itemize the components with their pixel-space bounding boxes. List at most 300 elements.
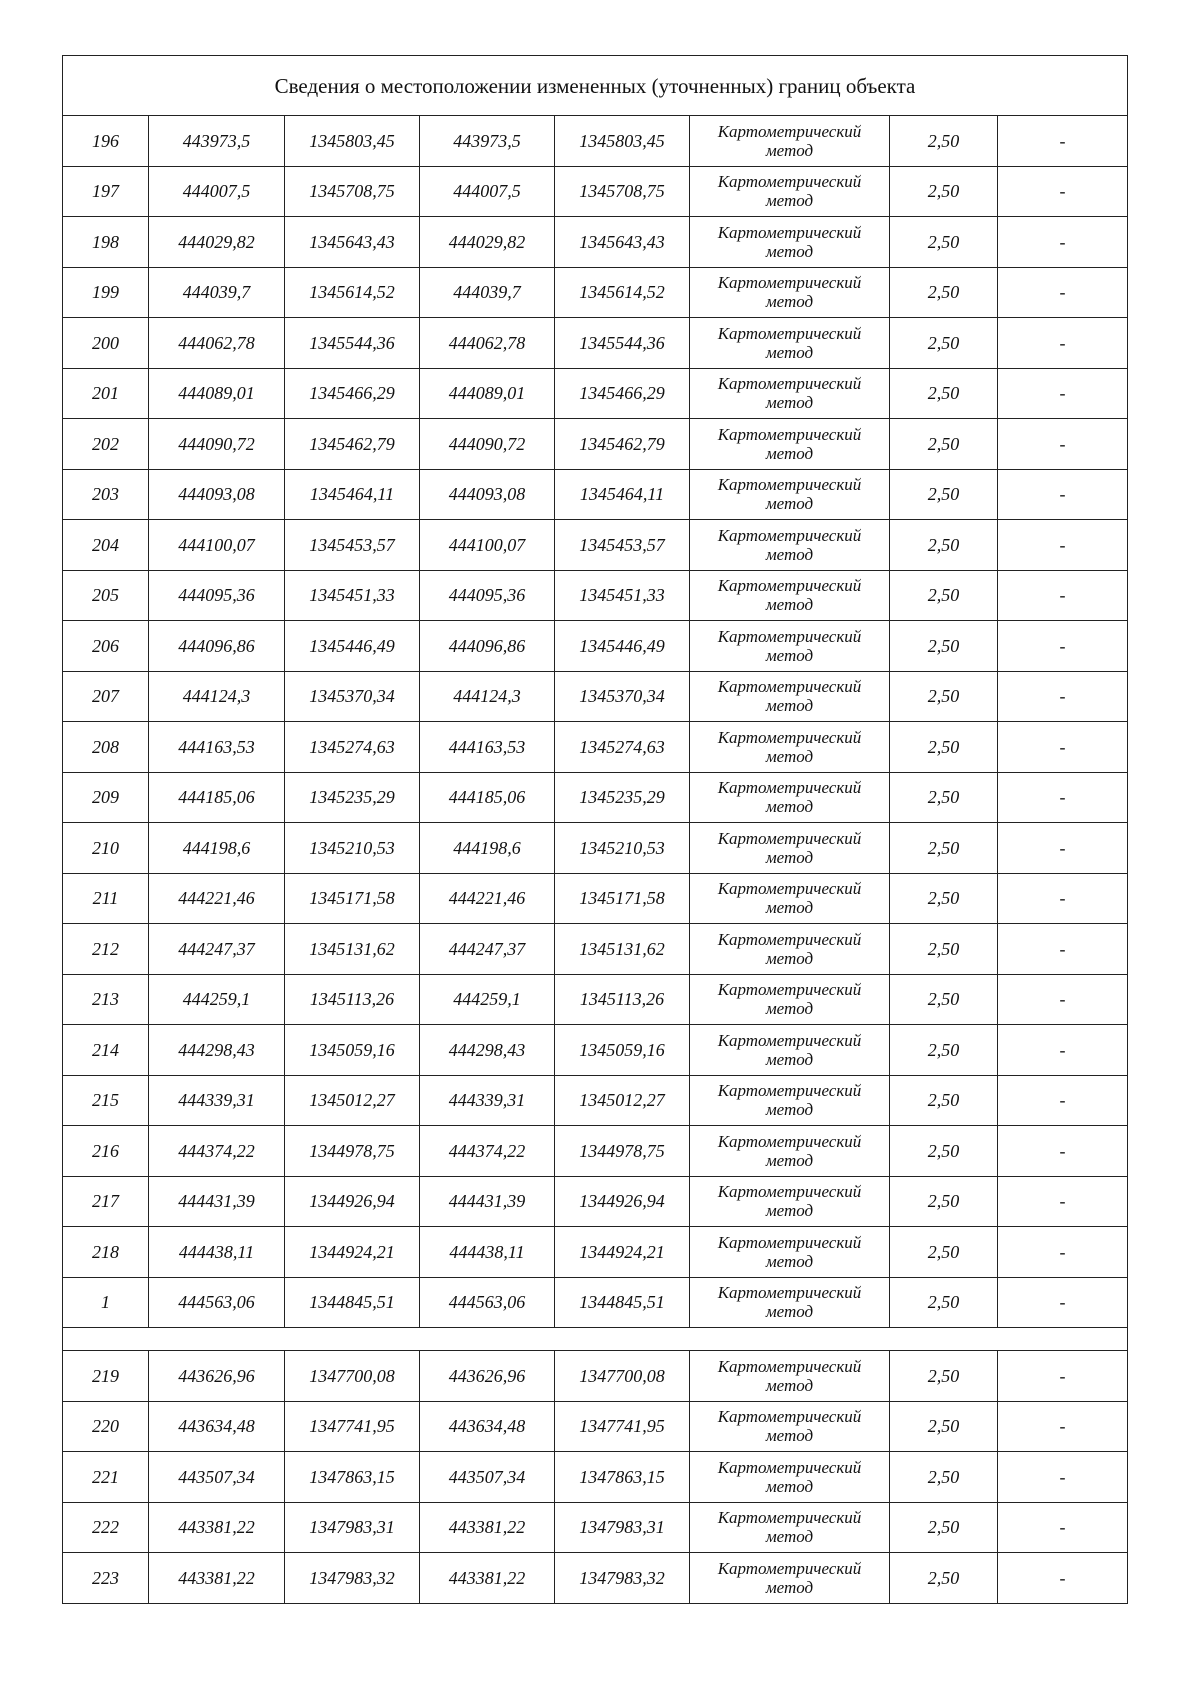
note-cell: - [998,1075,1128,1126]
accuracy-cell: 2,50 [890,1351,998,1402]
title-row [63,56,1128,116]
y-refined-cell: 1344978,75 [555,1126,690,1177]
table-row [63,318,1128,369]
y-refined-cell: 1347741,95 [555,1401,690,1452]
x-existing-cell: 444095,36 [149,570,285,621]
boundary-coordinates-table [62,55,1128,1604]
x-refined-cell: 444100,07 [420,520,555,571]
table-row [63,116,1128,167]
accuracy-cell: 2,50 [890,1401,998,1452]
method-line-2: метод [765,595,814,615]
x-existing-cell: 444089,01 [149,368,285,419]
x-refined-cell: 444090,72 [420,419,555,470]
method-line-2: метод [765,1150,814,1170]
accuracy-cell: 2,50 [890,772,998,823]
accuracy-cell: 2,50 [890,671,998,722]
x-refined-cell: 444298,43 [420,1025,555,1076]
table-row [63,772,1128,823]
x-refined-cell: 444563,06 [420,1277,555,1328]
x-refined-cell: 444007,5 [420,166,555,217]
accuracy-cell: 2,50 [890,1025,998,1076]
x-refined-cell: 444163,53 [420,722,555,773]
table-row [63,267,1128,318]
method-line-2: метод [765,1476,814,1496]
method-cell [690,1277,890,1328]
x-refined-cell: 444374,22 [420,1126,555,1177]
y-refined-cell: 1347863,15 [555,1452,690,1503]
table-row [63,570,1128,621]
method-line-1: Картометрический [717,222,862,242]
method-cell [690,1452,890,1503]
note-cell: - [998,419,1128,470]
y-existing-cell: 1345370,34 [285,671,420,722]
y-existing-cell: 1345113,26 [285,974,420,1025]
method-line-1: Картометрический [717,980,862,1000]
table-row [63,1075,1128,1126]
y-existing-cell: 1345464,11 [285,469,420,520]
x-refined-cell: 443381,22 [420,1553,555,1604]
accuracy-cell: 2,50 [890,974,998,1025]
method-line-2: метод [765,1302,814,1322]
y-existing-cell: 1347983,32 [285,1553,420,1604]
y-refined-cell: 1345803,45 [555,116,690,167]
method-cell [690,1126,890,1177]
y-existing-cell: 1345446,49 [285,621,420,672]
x-refined-cell: 444185,06 [420,772,555,823]
point-number-cell: 205 [63,570,149,621]
x-existing-cell: 444247,37 [149,924,285,975]
table-row [63,1176,1128,1227]
method-line-1: Картометрический [717,323,862,343]
point-number-cell: 213 [63,974,149,1025]
accuracy-cell: 2,50 [890,873,998,924]
table-row [63,520,1128,571]
x-refined-cell: 444247,37 [420,924,555,975]
table-row [63,1502,1128,1553]
y-existing-cell: 1345274,63 [285,722,420,773]
point-number-cell: 210 [63,823,149,874]
note-cell: - [998,1176,1128,1227]
y-existing-cell: 1345643,43 [285,217,420,268]
point-number-cell: 220 [63,1401,149,1452]
x-existing-cell: 444096,86 [149,621,285,672]
method-line-2: метод [765,746,814,766]
point-number-cell: 198 [63,217,149,268]
x-refined-cell: 444339,31 [420,1075,555,1126]
accuracy-cell: 2,50 [890,368,998,419]
x-refined-cell: 444095,36 [420,570,555,621]
method-line-1: Картометрический [717,1407,862,1427]
method-line-2: метод [765,241,814,261]
method-line-2: метод [765,393,814,413]
point-number-cell: 216 [63,1126,149,1177]
accuracy-cell: 2,50 [890,1277,998,1328]
x-refined-cell: 443381,22 [420,1502,555,1553]
y-refined-cell: 1345370,34 [555,671,690,722]
accuracy-cell: 2,50 [890,520,998,571]
x-existing-cell: 443381,22 [149,1502,285,1553]
accuracy-cell: 2,50 [890,823,998,874]
point-number-cell: 201 [63,368,149,419]
accuracy-cell: 2,50 [890,1502,998,1553]
x-existing-cell: 444090,72 [149,419,285,470]
x-existing-cell: 444438,11 [149,1227,285,1278]
x-refined-cell: 444029,82 [420,217,555,268]
method-line-2: метод [765,999,814,1019]
method-line-1: Картометрический [717,1081,862,1101]
y-refined-cell: 1347700,08 [555,1351,690,1402]
note-cell: - [998,974,1128,1025]
method-cell [690,772,890,823]
contour-separator-cell [63,1328,1128,1351]
y-refined-cell: 1345113,26 [555,974,690,1025]
x-refined-cell: 444431,39 [420,1176,555,1227]
y-refined-cell: 1345012,27 [555,1075,690,1126]
method-line-1: Картометрический [717,121,862,141]
y-refined-cell: 1344924,21 [555,1227,690,1278]
method-cell [690,722,890,773]
accuracy-cell: 2,50 [890,570,998,621]
table-row [63,1401,1128,1452]
method-line-2: метод [765,1100,814,1120]
note-cell: - [998,116,1128,167]
y-refined-cell: 1345274,63 [555,722,690,773]
y-existing-cell: 1345803,45 [285,116,420,167]
y-refined-cell: 1345462,79 [555,419,690,470]
point-number-cell: 221 [63,1452,149,1503]
point-number-cell: 218 [63,1227,149,1278]
method-cell [690,1553,890,1604]
y-existing-cell: 1347741,95 [285,1401,420,1452]
x-refined-cell: 443626,96 [420,1351,555,1402]
note-cell: - [998,368,1128,419]
accuracy-cell: 2,50 [890,1075,998,1126]
note-cell: - [998,1553,1128,1604]
x-refined-cell: 444124,3 [420,671,555,722]
method-cell [690,1176,890,1227]
note-cell: - [998,671,1128,722]
method-line-1: Картометрический [717,929,862,949]
y-existing-cell: 1345708,75 [285,166,420,217]
y-existing-cell: 1347863,15 [285,1452,420,1503]
accuracy-cell: 2,50 [890,318,998,369]
x-existing-cell: 444198,6 [149,823,285,874]
x-refined-cell: 444062,78 [420,318,555,369]
y-refined-cell: 1345059,16 [555,1025,690,1076]
table-row [63,974,1128,1025]
x-existing-cell: 444431,39 [149,1176,285,1227]
table-row [63,217,1128,268]
x-existing-cell: 444259,1 [149,974,285,1025]
method-line-1: Картометрический [717,1558,862,1578]
point-number-cell: 199 [63,267,149,318]
x-existing-cell: 443626,96 [149,1351,285,1402]
table-row [63,166,1128,217]
x-existing-cell: 444374,22 [149,1126,285,1177]
y-refined-cell: 1345614,52 [555,267,690,318]
point-number-cell: 212 [63,924,149,975]
y-refined-cell: 1344926,94 [555,1176,690,1227]
table-row [63,469,1128,520]
y-refined-cell: 1345131,62 [555,924,690,975]
y-existing-cell: 1345235,29 [285,772,420,823]
x-existing-cell: 444221,46 [149,873,285,924]
method-cell [690,974,890,1025]
accuracy-cell: 2,50 [890,924,998,975]
table-title: Сведения о местоположении измененных (уточненных) границ объекта [63,56,1128,116]
y-refined-cell: 1345210,53 [555,823,690,874]
method-line-1: Картометрический [717,374,862,394]
y-refined-cell: 1345453,57 [555,520,690,571]
method-cell [690,368,890,419]
point-number-cell: 1 [63,1277,149,1328]
x-refined-cell: 444259,1 [420,974,555,1025]
method-cell [690,166,890,217]
y-existing-cell: 1345451,33 [285,570,420,621]
point-number-cell: 202 [63,419,149,470]
method-line-2: метод [765,1201,814,1221]
method-line-1: Картометрический [717,525,862,545]
y-existing-cell: 1345012,27 [285,1075,420,1126]
method-cell [690,1401,890,1452]
x-refined-cell: 444089,01 [420,368,555,419]
table-row [63,1227,1128,1278]
method-cell [690,873,890,924]
x-refined-cell: 444198,6 [420,823,555,874]
x-existing-cell: 444039,7 [149,267,285,318]
accuracy-cell: 2,50 [890,1176,998,1227]
y-refined-cell: 1345464,11 [555,469,690,520]
method-cell [690,116,890,167]
y-existing-cell: 1345466,29 [285,368,420,419]
point-number-cell: 222 [63,1502,149,1553]
method-line-1: Картометрический [717,172,862,192]
method-line-2: метод [765,1375,814,1395]
point-number-cell: 209 [63,772,149,823]
note-cell: - [998,166,1128,217]
method-line-1: Картометрический [717,576,862,596]
method-line-2: метод [765,696,814,716]
method-cell [690,419,890,470]
y-existing-cell: 1345131,62 [285,924,420,975]
method-line-1: Картометрический [717,828,862,848]
point-number-cell: 197 [63,166,149,217]
method-cell [690,1502,890,1553]
accuracy-cell: 2,50 [890,166,998,217]
table-row [63,1452,1128,1503]
point-number-cell: 200 [63,318,149,369]
method-line-2: метод [765,1251,814,1271]
method-cell [690,267,890,318]
method-line-2: метод [765,1426,814,1446]
y-existing-cell: 1347700,08 [285,1351,420,1402]
method-cell [690,570,890,621]
y-refined-cell: 1345446,49 [555,621,690,672]
x-refined-cell: 444438,11 [420,1227,555,1278]
method-line-2: метод [765,140,814,160]
method-line-1: Картометрический [717,1283,862,1303]
method-line-2: метод [765,342,814,362]
note-cell: - [998,318,1128,369]
note-cell: - [998,1227,1128,1278]
x-existing-cell: 444062,78 [149,318,285,369]
method-line-1: Картометрический [717,677,862,697]
method-line-1: Картометрический [717,727,862,747]
method-cell [690,469,890,520]
method-line-1: Картометрический [717,424,862,444]
method-cell [690,1075,890,1126]
y-existing-cell: 1345614,52 [285,267,420,318]
x-existing-cell: 444007,5 [149,166,285,217]
note-cell: - [998,570,1128,621]
accuracy-cell: 2,50 [890,217,998,268]
method-cell [690,318,890,369]
y-existing-cell: 1344978,75 [285,1126,420,1177]
contour-separator-row [63,1328,1128,1351]
y-existing-cell: 1344926,94 [285,1176,420,1227]
accuracy-cell: 2,50 [890,1126,998,1177]
method-cell [690,1227,890,1278]
method-cell [690,1025,890,1076]
note-cell: - [998,873,1128,924]
point-number-cell: 206 [63,621,149,672]
y-refined-cell: 1345544,36 [555,318,690,369]
note-cell: - [998,621,1128,672]
accuracy-cell: 2,50 [890,621,998,672]
method-line-2: метод [765,1577,814,1597]
method-line-1: Картометрический [717,879,862,899]
y-existing-cell: 1347983,31 [285,1502,420,1553]
point-number-cell: 211 [63,873,149,924]
method-line-2: метод [765,797,814,817]
accuracy-cell: 2,50 [890,1452,998,1503]
table-row [63,621,1128,672]
method-line-2: метод [765,1049,814,1069]
table-row [63,1277,1128,1328]
accuracy-cell: 2,50 [890,419,998,470]
y-existing-cell: 1345210,53 [285,823,420,874]
y-refined-cell: 1347983,32 [555,1553,690,1604]
note-cell: - [998,469,1128,520]
note-cell: - [998,520,1128,571]
y-refined-cell: 1344845,51 [555,1277,690,1328]
method-cell [690,621,890,672]
x-refined-cell: 443634,48 [420,1401,555,1452]
y-existing-cell: 1345453,57 [285,520,420,571]
y-existing-cell: 1344924,21 [285,1227,420,1278]
method-cell [690,217,890,268]
method-line-2: метод [765,847,814,867]
x-existing-cell: 444185,06 [149,772,285,823]
point-number-cell: 208 [63,722,149,773]
point-number-cell: 223 [63,1553,149,1604]
y-existing-cell: 1345544,36 [285,318,420,369]
x-refined-cell: 443507,34 [420,1452,555,1503]
table-row [63,924,1128,975]
note-cell: - [998,267,1128,318]
x-refined-cell: 444093,08 [420,469,555,520]
point-number-cell: 203 [63,469,149,520]
table-row [63,1351,1128,1402]
method-line-2: метод [765,443,814,463]
table-row [63,1025,1128,1076]
note-cell: - [998,217,1128,268]
table-body [63,56,1128,1604]
method-line-1: Картометрический [717,1030,862,1050]
y-refined-cell: 1345451,33 [555,570,690,621]
point-number-cell: 217 [63,1176,149,1227]
y-refined-cell: 1345171,58 [555,873,690,924]
point-number-cell: 214 [63,1025,149,1076]
method-line-2: метод [765,645,814,665]
table-row [63,1126,1128,1177]
method-line-1: Картометрический [717,475,862,495]
note-cell: - [998,722,1128,773]
x-refined-cell: 444039,7 [420,267,555,318]
x-existing-cell: 443507,34 [149,1452,285,1503]
accuracy-cell: 2,50 [890,267,998,318]
method-line-1: Картометрический [717,1457,862,1477]
method-line-2: метод [765,898,814,918]
method-cell [690,671,890,722]
method-line-1: Картометрический [717,273,862,293]
note-cell: - [998,772,1128,823]
method-cell [690,1351,890,1402]
note-cell: - [998,1126,1128,1177]
table-row [63,419,1128,470]
y-refined-cell: 1345466,29 [555,368,690,419]
note-cell: - [998,1351,1128,1402]
method-line-2: метод [765,948,814,968]
table-row [63,1553,1128,1604]
accuracy-cell: 2,50 [890,1227,998,1278]
method-line-2: метод [765,544,814,564]
y-existing-cell: 1345462,79 [285,419,420,470]
method-line-1: Картометрический [717,1131,862,1151]
note-cell: - [998,1401,1128,1452]
accuracy-cell: 2,50 [890,116,998,167]
x-existing-cell: 444124,3 [149,671,285,722]
method-line-2: метод [765,292,814,312]
note-cell: - [998,823,1128,874]
y-existing-cell: 1344845,51 [285,1277,420,1328]
y-refined-cell: 1345643,43 [555,217,690,268]
table-row [63,722,1128,773]
method-cell [690,520,890,571]
point-number-cell: 215 [63,1075,149,1126]
method-line-2: метод [765,191,814,211]
method-line-1: Картометрический [717,626,862,646]
method-line-1: Картометрический [717,778,862,798]
method-line-1: Картометрический [717,1182,862,1202]
table-row [63,368,1128,419]
x-existing-cell: 444163,53 [149,722,285,773]
note-cell: - [998,1025,1128,1076]
note-cell: - [998,1502,1128,1553]
point-number-cell: 219 [63,1351,149,1402]
accuracy-cell: 2,50 [890,1553,998,1604]
point-number-cell: 196 [63,116,149,167]
note-cell: - [998,924,1128,975]
point-number-cell: 207 [63,671,149,722]
x-existing-cell: 444298,43 [149,1025,285,1076]
x-existing-cell: 443973,5 [149,116,285,167]
x-existing-cell: 444563,06 [149,1277,285,1328]
x-existing-cell: 444093,08 [149,469,285,520]
x-refined-cell: 444096,86 [420,621,555,672]
accuracy-cell: 2,50 [890,722,998,773]
point-number-cell: 204 [63,520,149,571]
